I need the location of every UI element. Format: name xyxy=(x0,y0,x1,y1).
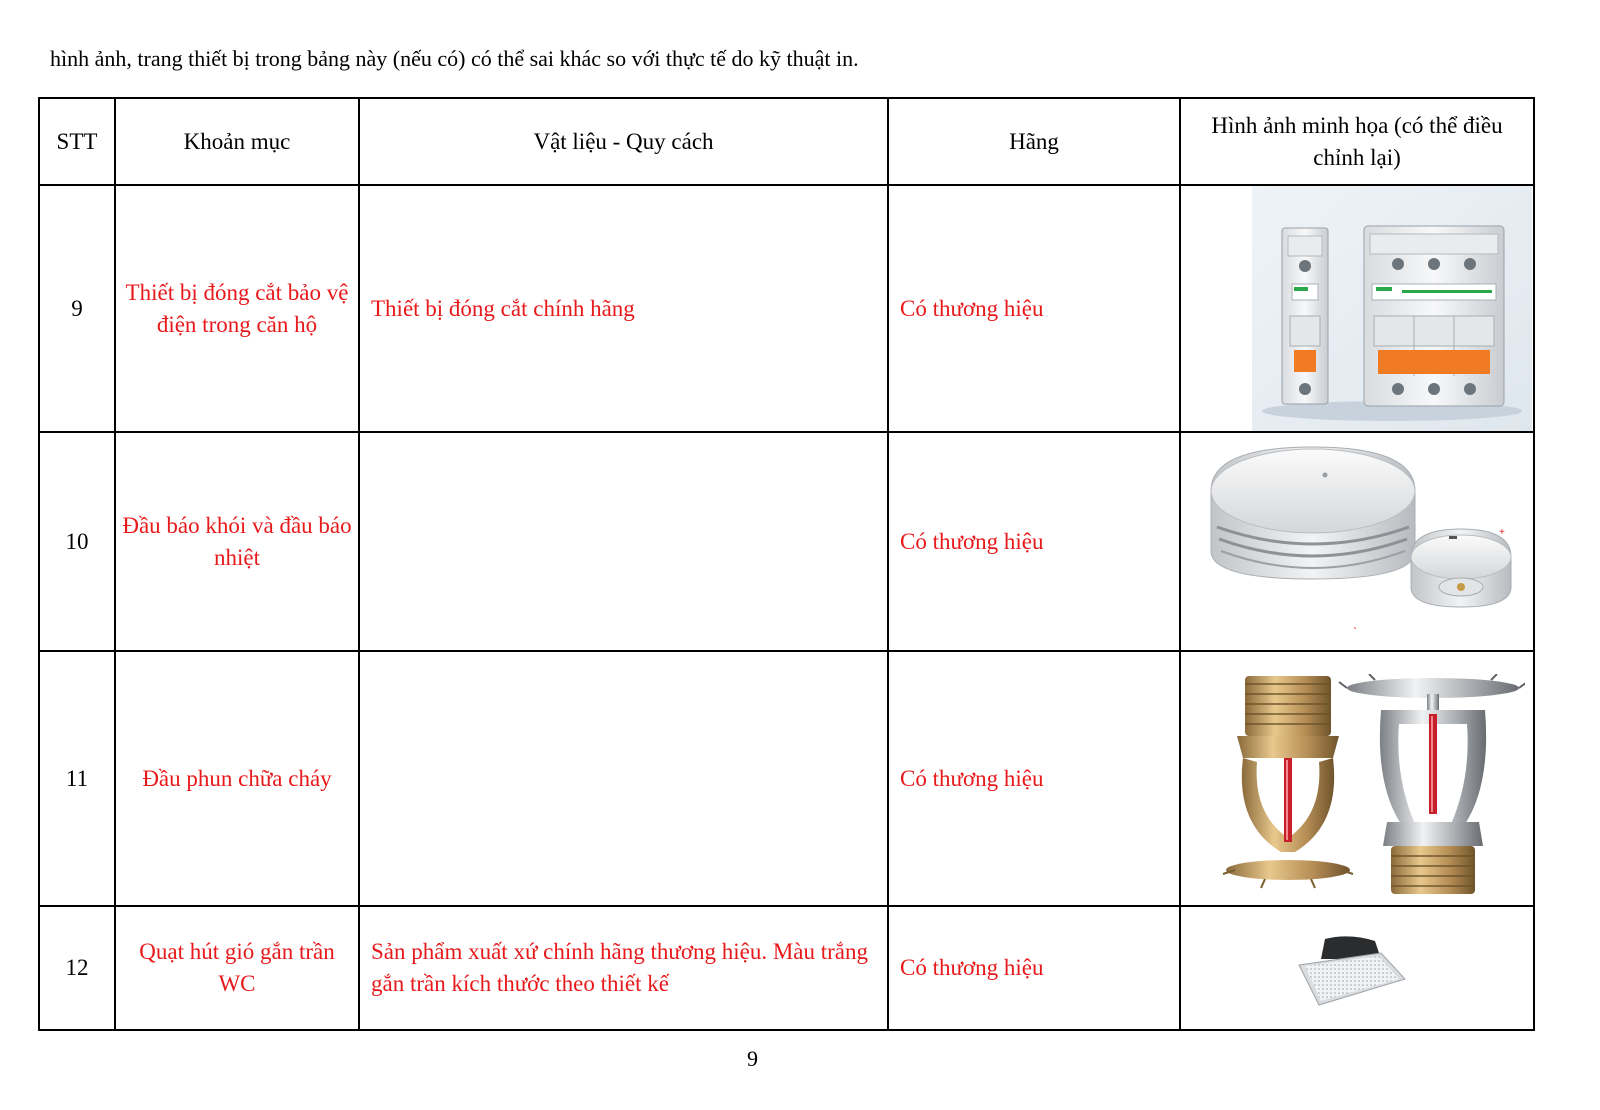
header-material: Vật liệu - Quy cách xyxy=(359,98,888,185)
table-header-row xyxy=(39,98,1534,185)
header-item: Khoản mục xyxy=(115,98,359,185)
row-stt: 11 xyxy=(39,651,115,906)
row-brand: Có thương hiệu xyxy=(888,432,1180,651)
header-image: Hình ảnh minh họa (có thể điều chỉnh lại) xyxy=(1180,98,1534,185)
row-material xyxy=(359,651,888,906)
circuit-breaker-icon xyxy=(1252,186,1532,431)
page-number: 9 xyxy=(747,1046,758,1071)
row-image xyxy=(1180,906,1534,1030)
row-image xyxy=(1180,185,1534,432)
row-stt: 9 xyxy=(39,185,115,432)
intro-note: hình ảnh, trang thiết bị trong bảng này (nếu có) có thể sai khác so với thực tế do kỹ thuật in. xyxy=(50,46,859,71)
row-item: Quạt hút gió gắn trần WC xyxy=(115,906,359,1030)
row-image xyxy=(1180,651,1534,906)
row-brand: Có thương hiệu xyxy=(888,906,1180,1030)
row-stt: 10 xyxy=(39,432,115,651)
row-item: Đầu phun chữa cháy xyxy=(115,651,359,906)
svg-text:+: + xyxy=(1499,527,1505,538)
header-brand: Hãng xyxy=(888,98,1180,185)
equipment-spec-table xyxy=(38,97,1535,1031)
smoke-detector-icon xyxy=(1203,439,1529,644)
table-row xyxy=(39,906,1534,1030)
row-material xyxy=(359,432,888,651)
row-image xyxy=(1180,432,1534,651)
table-row xyxy=(39,651,1534,906)
header-stt: STT xyxy=(39,98,115,185)
row-item: Thiết bị đóng cắt bảo vệ điện trong căn hộ xyxy=(115,185,359,432)
row-material: Thiết bị đóng cắt chính hãng xyxy=(359,185,888,432)
row-material: Sản phẩm xuất xứ chính hãng thương hiệu. Màu trắng gắn trần kích thước theo thiết kế xyxy=(359,906,888,1030)
row-brand: Có thương hiệu xyxy=(888,651,1180,906)
row-brand: Có thương hiệu xyxy=(888,185,1180,432)
svg-text:`: ` xyxy=(1353,625,1357,639)
row-item: Đầu báo khói và đầu báo nhiệt xyxy=(115,432,359,651)
row-stt: 12 xyxy=(39,906,115,1030)
ceiling-exhaust-fan-icon xyxy=(1289,935,1409,1007)
table-row xyxy=(39,185,1534,432)
fire-sprinkler-icon xyxy=(1215,674,1525,899)
table-row xyxy=(39,432,1534,651)
